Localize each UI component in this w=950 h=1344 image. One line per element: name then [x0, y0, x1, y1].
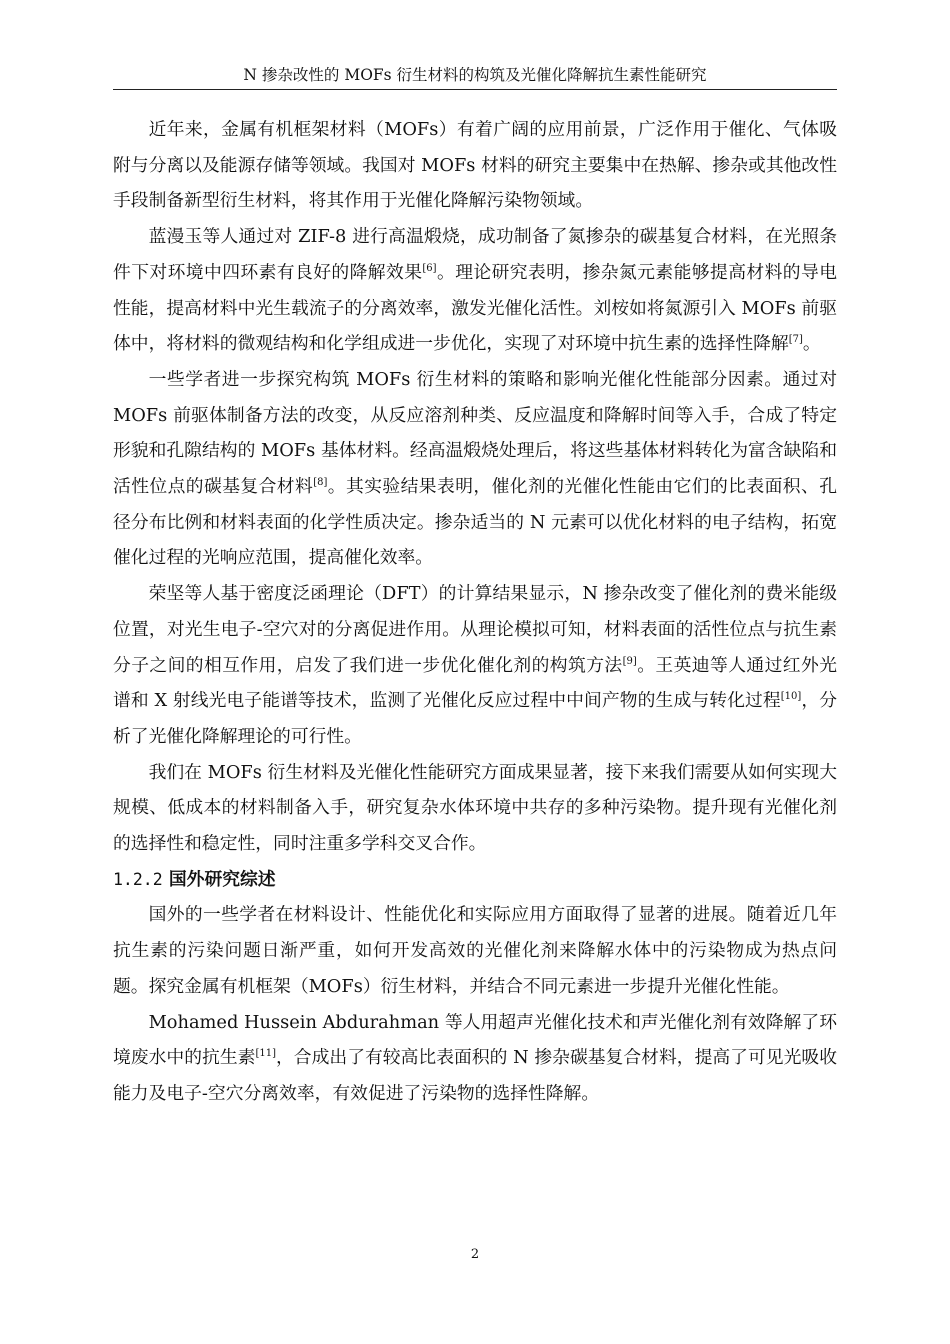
citation: [9]	[622, 655, 637, 667]
paragraph-text: 。其实验结果表明，催化剂的光催化性能由它们的比表面积、孔径分布比例和材料表面的化学性质决定。掺杂适当的 N 元素可以优化材料的电子结构，拓宽催化过程的光响应范围，提高催化效率。	[113, 476, 837, 569]
paragraph-text: 荣坚等人基于密度泛函理论（DFT）的计算结果显示，N 掺杂改变了催化剂的费米能级位置，对光生电子-空穴对的分离促进作用。从理论模拟可知，材料表面的活性位点与抗生素分子之间的相互作用，启发了我们进一步优化催化剂的构筑方法	[113, 583, 837, 676]
paragraph-text: 。王英迪等人通过红外光谱和 X 射线光电子能谱等技术，监测了光催化反应过程中中间产物的生成与转化过程	[113, 654, 837, 712]
section-title: 国外研究综述	[168, 868, 276, 890]
paragraph	[113, 576, 837, 755]
paragraph-text: 一些学者进一步探究构筑 MOFs 衍生材料的策略和影响光催化性能部分因素。通过对 MOFs 前驱体制备方法的改变，从反应溶剂种类、反应温度和降解时间等入手，合成了特定形貌和孔隙结构的 MOFs 基体材料。经高温煅烧处理后，将这些基体材料转化为富含缺陷和活性位点的碳基复合材料	[113, 368, 837, 498]
section-heading	[113, 862, 837, 898]
header-title: N 掺杂改性的 MOFs 衍生材料的构筑及光催化降解抗生素性能研究	[243, 66, 707, 84]
citation: [11]	[255, 1048, 276, 1060]
paragraph-text: 蓝漫玉等人通过对 ZIF-8 进行高温煅烧，成功制备了氮掺杂的碳基复合材料，在光照条件下对环境中四环素有良好的降解效果	[113, 226, 837, 283]
citation: [6]	[422, 262, 437, 274]
paragraph-text: 。	[802, 333, 821, 355]
paragraph	[113, 112, 837, 219]
paragraph	[113, 897, 837, 1004]
paragraph-text: ，分析了光催化降解理论的可行性。	[113, 690, 837, 747]
paragraph	[113, 219, 837, 362]
section-number: 1.2.2	[113, 869, 163, 889]
paragraph-text: 。理论研究表明，掺杂氮元素能够提高材料的导电性能，提高材料中光生载流子的分离效率，激发光催化活性。刘桉如将氮源引入 MOFs 前驱体中，将材料的微观结构和化学组成进一步优化，实现了对环境中抗生素的选择性降解	[113, 261, 837, 355]
paragraph	[113, 362, 837, 576]
citation: [10]	[780, 691, 802, 703]
running-header	[113, 64, 837, 90]
page-body	[113, 112, 837, 1112]
paragraph-text: 我们在 MOFs 衍生材料及光催化性能研究方面成果显著，接下来我们需要从如何实现大规模、低成本的材料制备入手，研究复杂水体环境中共存的多种污染物。提升现有光催化剂的选择性和稳定性，同时注重多学科交叉合作。	[113, 761, 837, 855]
paragraph	[113, 755, 837, 862]
paragraph-text: ，合成出了有较高比表面积的 N 掺杂碳基复合材料，提高了可见光吸收能力及电子-空穴分离效率，有效促进了污染物的选择性降解。	[113, 1047, 837, 1104]
citation: [7]	[788, 334, 803, 346]
paragraph-text: Mohamed Hussein Abdurahman 等人用超声光催化技术和声光催化剂有效降解了环境废水中的抗生素	[113, 1011, 837, 1069]
paragraph-text: 近年来，金属有机框架材料（MOFs）有着广阔的应用前景，广泛作用于催化、气体吸附与分离以及能源存储等领域。我国对 MOFs 材料的研究主要集中在热解、掺杂或其他改性手段制备新型衍生材料，将其作用于光催化降解污染物领域。	[113, 119, 837, 212]
page-number: 2	[470, 1247, 480, 1262]
paragraph	[113, 1005, 837, 1112]
citation: [8]	[313, 477, 328, 489]
paragraph-text: 国外的一些学者在材料设计、性能优化和实际应用方面取得了显著的进展。随着近几年抗生素的污染问题日渐严重，如何开发高效的光催化剂来降解水体中的污染物成为热点问题。探究金属有机框架（MOFs）衍生材料，并结合不同元素进一步提升光催化性能。	[113, 904, 837, 997]
